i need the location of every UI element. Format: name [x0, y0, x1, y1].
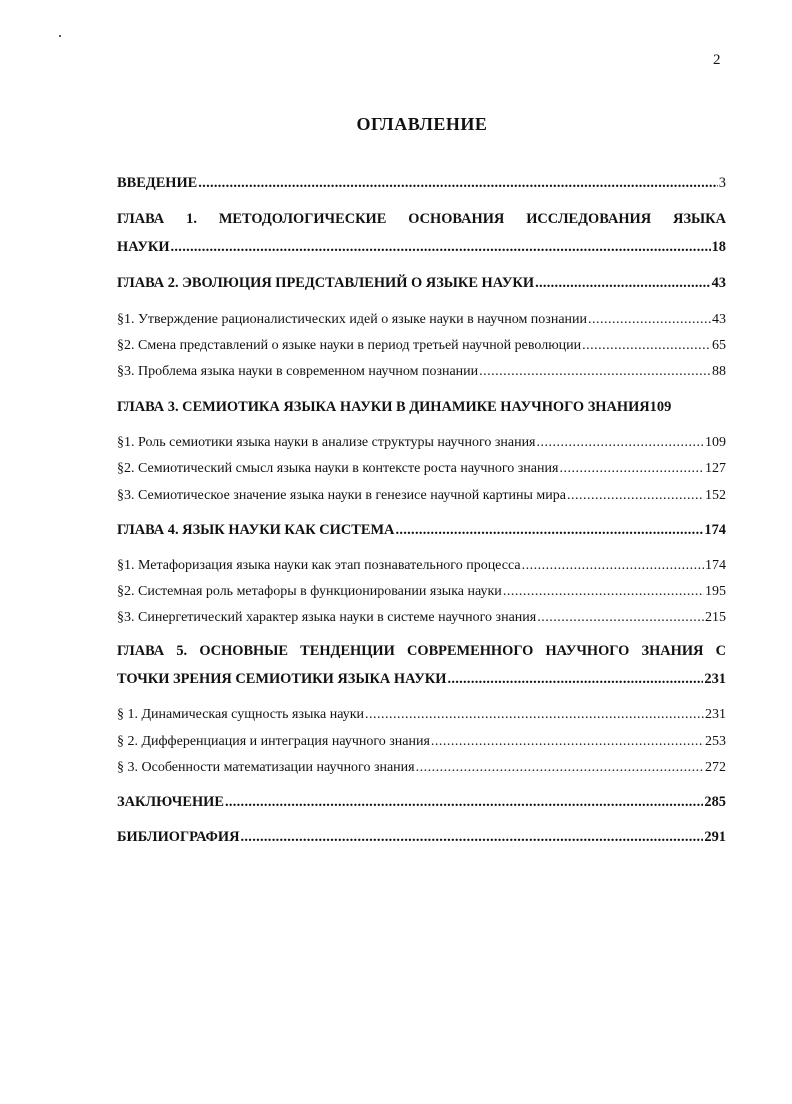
toc-entry-section[interactable]: [117, 706, 726, 723]
toc-entry-section[interactable]: [117, 311, 726, 328]
toc-entry-chapter-2[interactable]: [117, 275, 726, 292]
dot-leader: [395, 522, 703, 539]
dot-leader: [431, 733, 704, 750]
toc-entry-title: ТОЧКИ ЗРЕНИЯ СЕМИОТИКИ ЯЗЫКА НАУКИ: [117, 671, 447, 687]
toc-entry-title: ВВЕДЕНИЕ: [117, 175, 198, 191]
toc-entry-chapter-4[interactable]: [117, 522, 726, 539]
toc-entry-title: §1. Утверждение рационалистических идей о языке науки в научном познании: [117, 312, 588, 327]
toc-entry-page: 291: [704, 829, 726, 845]
dot-leader: [537, 609, 704, 626]
toc-entry-title: ГЛАВА 2. ЭВОЛЮЦИЯ ПРЕДСТАВЛЕНИЙ О ЯЗЫКЕ НАУКИ: [117, 275, 535, 291]
toc-entry-title: ГЛАВА 4. ЯЗЫК НАУКИ КАК СИСТЕМА: [117, 522, 395, 538]
toc-entry-section[interactable]: [117, 460, 726, 477]
toc-entry-intro[interactable]: [117, 175, 726, 192]
toc-entry-page: 43: [712, 312, 726, 327]
toc-entry-page: 3: [718, 175, 726, 191]
dot-leader: [588, 311, 711, 328]
dot-leader: [479, 363, 711, 380]
toc-entry-title: §3. Проблема языка науки в современном научном познании: [117, 364, 479, 379]
toc-entry-title: §2. Системная роль метафоры в функционировании языка науки: [117, 584, 502, 599]
toc-entry-title: §3. Семиотическое значение языка науки в генезисе научной картины мира: [117, 488, 566, 503]
toc-entry-page: 195: [705, 584, 726, 599]
toc-entry-chapter-5[interactable]: [117, 671, 726, 688]
toc-entry-chapter-3[interactable]: [117, 399, 726, 416]
toc-entry-title: § 1. Динамическая сущность языка науки: [117, 707, 364, 722]
toc-entry-chapter-5-line-1[interactable]: ГЛАВА 5. ОСНОВНЫЕ ТЕНДЕНЦИИ СОВРЕМЕННОГО НАУЧНОГО ЗНАНИЯ С: [117, 643, 726, 659]
toc-entry-page: 285: [704, 794, 726, 810]
dot-leader: [416, 759, 704, 776]
page-number: 2: [713, 52, 721, 68]
toc-entry-title: ЗАКЛЮЧЕНИЕ: [117, 794, 224, 810]
toc-entry-section[interactable]: [117, 337, 726, 354]
dot-leader: [582, 337, 711, 354]
dot-leader: [171, 239, 711, 256]
toc-entry-title: §1. Роль семиотики языка науки в анализе структуры научного знания: [117, 435, 536, 450]
toc-entry-section[interactable]: [117, 733, 726, 750]
toc-entry-page: 18: [711, 239, 726, 255]
page-title: ОГЛАВЛЕНИЕ: [356, 114, 488, 134]
toc-entry-section[interactable]: [117, 434, 726, 451]
dot-leader: [198, 175, 718, 192]
toc-entry-section[interactable]: [117, 363, 726, 380]
toc-entry-title: НАУКИ: [117, 239, 170, 255]
toc-entry-page: 174: [704, 522, 726, 538]
toc-entry-bibliography[interactable]: [117, 829, 726, 846]
toc-entry-page: 109: [649, 399, 672, 415]
toc-entry-page: 231: [705, 707, 726, 722]
toc-entry-page: 231: [704, 671, 726, 687]
toc-entry-title: БИБЛИОГРАФИЯ: [117, 829, 240, 845]
scan-speck: [59, 35, 61, 37]
toc-entry-title: §2. Семиотический смысл языка науки в контексте роста научного знания: [117, 461, 559, 476]
dot-leader: [522, 557, 704, 574]
toc-entry-page: 215: [705, 610, 726, 625]
dot-leader: [241, 829, 704, 846]
toc-entry-page: 253: [705, 734, 726, 749]
dot-leader: [535, 275, 711, 292]
toc-entry-page: 174: [705, 558, 726, 573]
dot-leader: [567, 487, 704, 504]
toc-entry-page: 88: [712, 364, 726, 379]
dot-leader: [537, 434, 705, 451]
toc-entry-title: § 3. Особенности математизации научного знания: [117, 760, 415, 775]
toc-entry-title: § 2. Дифференциация и интеграция научного знания: [117, 734, 430, 749]
dot-leader: [503, 583, 704, 600]
toc-entry-section[interactable]: [117, 583, 726, 600]
toc-entry-title: §3. Синергетический характер языка науки в системе научного знания: [117, 610, 537, 625]
toc-entry-chapter-1[interactable]: [117, 239, 726, 256]
toc-entry-page: 127: [705, 461, 726, 476]
toc-entry-section[interactable]: [117, 557, 726, 574]
dot-leader: [225, 794, 703, 811]
toc-entry-section[interactable]: [117, 609, 726, 626]
toc-entry-page: 272: [705, 760, 726, 775]
toc-entry-conclusion[interactable]: [117, 794, 726, 811]
toc-entry-page: 43: [711, 275, 726, 291]
toc-entry-title: §2. Смена представлений о языке науки в период третьей научной революции: [117, 338, 582, 353]
dot-leader: [365, 706, 704, 723]
toc-entry-page: 152: [705, 488, 726, 503]
toc-entry-title: ГЛАВА 3. СЕМИОТИКА ЯЗЫКА НАУКИ В ДИНАМИКЕ НАУЧНОГО ЗНАНИЯ: [117, 399, 650, 415]
dot-leader: [447, 671, 703, 688]
toc-entry-page: 109: [705, 435, 726, 450]
toc-entry-chapter-1-line-1[interactable]: ГЛАВА 1. МЕТОДОЛОГИЧЕСКИЕ ОСНОВАНИЯ ИССЛЕДОВАНИЯ ЯЗЫКА: [117, 211, 726, 227]
toc-entry-section[interactable]: [117, 759, 726, 776]
toc-entry-title: §1. Метафоризация языка науки как этап познавательного процесса: [117, 558, 521, 573]
toc-entry-section[interactable]: [117, 487, 726, 504]
dot-leader: [559, 460, 704, 477]
toc-entry-page: 65: [712, 338, 726, 353]
